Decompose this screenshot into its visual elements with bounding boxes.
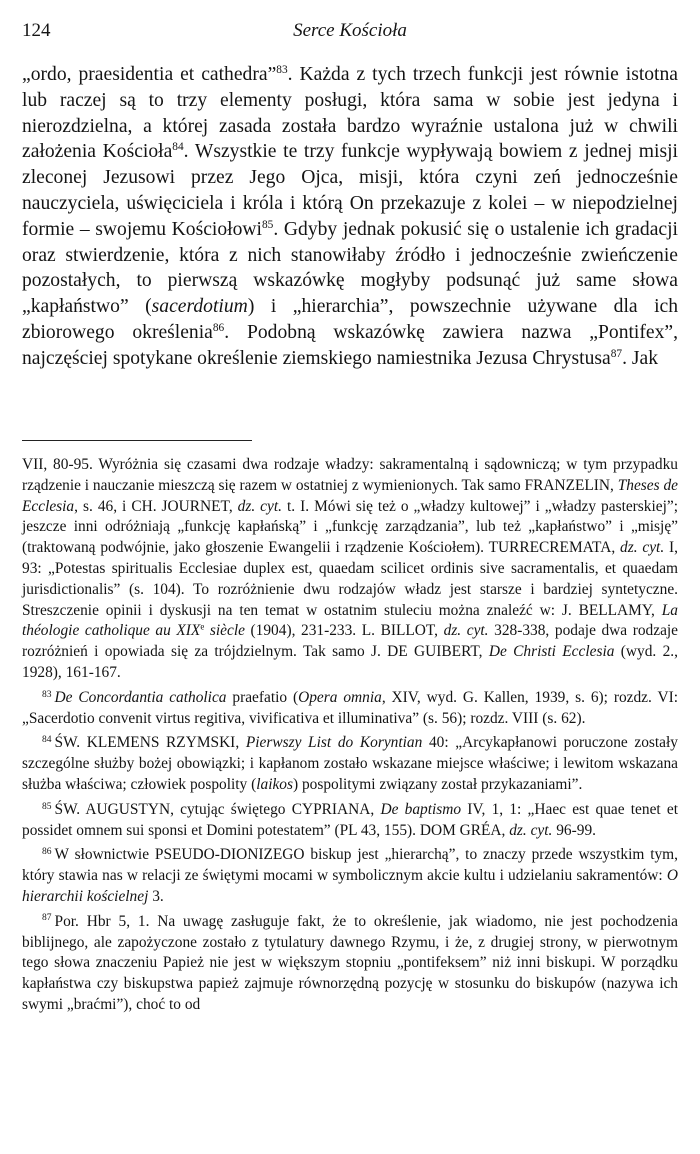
footnote-separator xyxy=(22,440,252,441)
author-name: J. BELLAMY xyxy=(561,601,651,619)
text-run: . Podobną wskazówkę zawiera nazwa „Pontifex”, najczęściej spotykane określenie ziemskiego namiestnika Jezusa Chrystusa xyxy=(22,321,678,369)
text-run: (wyd. 2., 1928), 161-167. xyxy=(22,643,678,681)
footnote-85 xyxy=(22,800,678,842)
author-name: J. DE GUIBERT xyxy=(371,643,479,661)
work-title: siècle xyxy=(204,622,245,640)
footnotes xyxy=(22,455,678,1016)
text-run: , xyxy=(501,821,510,839)
text-run: biskup jest „hierarchą”, to znaczy przede wszystkim tym, który stawia nas w relacji ze świętymi mocami w symbolicznym akcie kultu i udzielaniu sakramentów: xyxy=(22,846,678,885)
footnote-86 xyxy=(22,845,678,907)
text-run: , xyxy=(651,601,662,619)
author-name: ŚW. KLEMENS RZYMSKI xyxy=(54,734,236,752)
text-run: , xyxy=(235,734,246,752)
text-run: „ordo, praesidentia et cathedra” xyxy=(22,64,277,85)
footnote-number: 87 xyxy=(42,912,52,924)
superscript: e xyxy=(200,622,205,633)
footnote-84 xyxy=(22,733,678,795)
text-run: ) pospolitymi związany został przykazaniami”. xyxy=(292,775,583,793)
author-name: TURRECREMATA xyxy=(488,539,612,557)
italic-term: laikos xyxy=(256,775,293,793)
citation-abbrev: dz. cyt. xyxy=(443,622,489,640)
author-name: DOM GRÉA xyxy=(419,821,502,839)
text-run: Por. Hbr 5, 1. Na uwagę zasługuje fakt, że to określenie, jak wiadomo, nie jest pochodzenia biblijnego, ale zapożyczone zostało z tytulatury dawnego Rzymu, i że, z drugiej strony, w pierwotnym tego słowa znaczeniu Papież nie jest w większym stopniu „pontifeksem” niż inni biskupi. W porządku kapłaństwa czy biskupstwa papież zajmuje równorzędną pozycję w stosunku do biskupów (nazywa ich swymi „braćmi”), choć to od xyxy=(22,912,678,1013)
text-run: , xyxy=(434,622,444,640)
text-run: ) i „hierarchia”, powszechnie używane dla ich zbiorowego określenia xyxy=(22,296,679,343)
citation-abbrev: dz. cyt. xyxy=(237,497,282,515)
citation-abbrev: dz. cyt. xyxy=(620,539,665,557)
footnote-number: 83 xyxy=(42,688,52,700)
text-run: IV, 1, 1: „Haec est quae tenet et possidet omnem sui sponsi et Domini potestatem” (PL 43, 155). xyxy=(22,800,679,839)
work-title: O hierarchii kościelnej xyxy=(22,867,678,905)
citation-abbrev: dz. cyt. xyxy=(509,821,553,839)
text-run: . Każda z tych trzech funkcji jest równie istotna lub raczej są to trzy elementy posługi, która sama w sobie jest jedyna i nierozdzielna, a której zasada została bardzo wyraźnie ustalona już w chwili założenia Kościoła xyxy=(22,64,678,163)
text-run: 3. xyxy=(148,887,164,905)
footnote-number: 84 xyxy=(42,734,52,746)
footnote-ref-84[interactable]: 84 xyxy=(172,141,184,154)
footnote-ref-86[interactable]: 86 xyxy=(212,322,225,335)
author-name: CYPRIANA xyxy=(291,800,371,818)
work-title: De Concordantia catholica xyxy=(54,688,227,706)
text-run: 40: „Arcykapłanowi poruczone zostały szczególne służby bożej obowiązki; i kapłanom zostało wskazane miejsce właściwe; i lewitom wskazana służba właściwa; człowiek pospolity ( xyxy=(22,734,678,793)
work-title: De Christi Ecclesia xyxy=(488,643,615,661)
author-name: PSEUDO-DIONIZEGO xyxy=(154,846,305,864)
author-name: L. BILLOT xyxy=(361,622,435,640)
text-run: praefatio ( xyxy=(226,688,299,706)
work-title: Theses de Ecclesia xyxy=(22,476,678,515)
footnote-ref-87[interactable]: 87 xyxy=(610,347,623,360)
text-run: , cytując świętego xyxy=(170,800,292,818)
page-header xyxy=(22,16,678,46)
page-number: 124 xyxy=(22,20,51,41)
footnote-continuation xyxy=(22,455,678,684)
running-title: Serce Kościoła xyxy=(293,20,407,41)
work-title: La théologie catholique au XIX xyxy=(22,601,678,640)
text-run: (1904), 231-233. xyxy=(244,622,362,640)
work-title: Pierwszy List do Koryntian xyxy=(245,734,423,752)
footnote-number: 86 xyxy=(42,846,52,858)
italic-term: sacerdotium xyxy=(151,296,248,318)
text-run: , xyxy=(370,800,381,818)
text-run: . Jak xyxy=(622,347,658,369)
text-run: VII, 80-95. Wyróżnia się czasami dwa rodzaje władzy: sakramentalną i sądowniczą; w tym przypadku rządzenie i nauczanie mieszczą się razem w ostatniej z wymienionych. Tak samo xyxy=(22,456,678,494)
text-run: . Wszystkie te trzy funkcje wypływają bowiem z jednej misji zleconej Jezusowi przez Jego Ojca, misji, która czyni zeń jednocześnie nauczyciela, uświęciciela i króla i którą On przekazuje z kolei – w niepodzielnej formie – swojemu Kościołowi xyxy=(22,141,678,240)
author-name: FRANZELIN xyxy=(524,476,611,494)
main-paragraph xyxy=(22,62,678,372)
footnote-ref-83[interactable]: 83 xyxy=(276,64,288,77)
text-run: , xyxy=(228,497,238,515)
text-run: , XIV, wyd. G. Kallen, 1939, s. 6); rozdz. VI: „Sacerdotio convenit virtus regitiva, vivificativa et illuminativa” (s. 56); rozdz. VIII (s. 62). xyxy=(22,688,678,727)
footnote-87 xyxy=(22,912,678,1016)
text-run: , xyxy=(610,476,618,494)
author-name: ŚW. AUGUSTYN xyxy=(54,800,171,818)
text-run: 328-338, podaje dwa rodzaje rozróżnień i opowiada się za trójdzielnym. Tak samo xyxy=(22,622,679,661)
footnote-83 xyxy=(22,688,678,730)
text-run: I, 93: „Potestas spiritualis Ecclesiae duplex est, quaedam scilicet ordinis sive sacramentalis, et quaedam jurisdictionalis” (s. 104). To rozróżnienie dwu rodzajów władz jest starsze i bardziej syntetyczne. Streszczenie opinii i dyskusji na ten temat w ostatnim stuleciu można znaleźć w: xyxy=(22,539,678,619)
text-run: 96-99. xyxy=(552,821,596,839)
text-run: , xyxy=(611,539,621,557)
text-run: . Gdyby jednak pokusić się o ustalenie ich gradacji oraz stwierdzenie, która z nich stanowiłaby źródło i jednocześnie zwieńczenie pozostałych, to pierwszą wskazówkę mogłyby podsunąć już same słowa „kapłaństwo” ( xyxy=(22,218,678,318)
text-run: t. I. Mówi się też o „władzy kultowej” i „władzy pasterskiej”; jeszcze inni odróżniają „funkcję kapłańską” i „funkcję zarządzania”, lub też „kapłaństwo” i „misję” (traktowaną podwójnie, jako głoszenie Ewangelii i rządzenie Kościołem). xyxy=(22,497,678,557)
text-run: , s. 46, i xyxy=(74,497,132,515)
work-title: De baptismo xyxy=(380,800,462,818)
text-run: W słownictwie xyxy=(54,846,155,864)
author-name: CH. JOURNET xyxy=(131,497,229,515)
footnote-number: 85 xyxy=(42,800,52,812)
work-title: Opera omnia xyxy=(298,688,382,706)
text-run: , xyxy=(478,643,489,661)
footnote-ref-85[interactable]: 85 xyxy=(262,218,274,231)
